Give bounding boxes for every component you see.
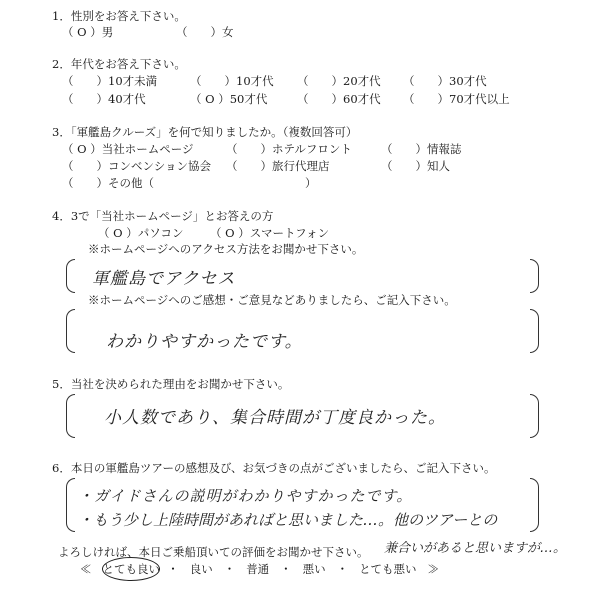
q6-title: 6．本日の軍艦島ツアーの感想及び、お気づきの点がございましたら、ご記入下さい。	[52, 461, 496, 475]
q2-opt[interactable]: （ ）10才未満	[62, 74, 158, 88]
q5-answer[interactable]: 小人数であり、集合時間が丁度良かった。	[104, 408, 446, 428]
q2-opt[interactable]: （ ）10才代	[190, 74, 274, 88]
q3-opt[interactable]: （ ）情報誌	[381, 142, 462, 156]
q2-opt[interactable]: （ ）30才代	[403, 74, 487, 88]
q3-opt[interactable]: （ ）ホテルフロント	[226, 142, 352, 156]
q4-answer-access[interactable]: 軍艦島でアクセス	[92, 269, 236, 289]
q4-note-access: ※ホームページへのアクセス方法をお聞かせ下さい。	[88, 242, 364, 256]
q2-opt[interactable]: （ ）70才代以上	[403, 92, 510, 106]
rating-prompt: よろしければ、本日ご乗船頂いての評価をお聞かせ下さい。	[58, 545, 369, 559]
q5-title: 5．当社を決められた理由をお聞かせ下さい。	[52, 377, 290, 391]
answer-bracket-left	[66, 309, 75, 353]
answer-bracket-right	[530, 478, 539, 532]
q2-opt[interactable]: （ O ）50才代	[190, 92, 268, 106]
q6-answer-line3[interactable]: 兼合いがあると思いますが…。	[384, 541, 567, 556]
rating-open: ≪	[80, 562, 92, 576]
answer-bracket-left	[66, 478, 75, 532]
q1-title: 1．性別をお答え下さい。	[52, 9, 186, 23]
q3-opt[interactable]: （ ）その他（	[62, 176, 154, 190]
q3-opt[interactable]: （ ）コンベンション協会	[62, 159, 211, 173]
answer-bracket-left	[66, 394, 75, 438]
q2-opt[interactable]: （ ）20才代	[297, 74, 381, 88]
rating-close: ≫	[427, 562, 440, 576]
q2-opt[interactable]: （ ）60才代	[297, 92, 381, 106]
q4-title: 4．3で「当社ホームページ」とお答えの方	[52, 209, 274, 223]
answer-bracket-left	[66, 259, 75, 293]
answer-bracket-right	[530, 259, 539, 293]
q6-answer-line1[interactable]: ・ガイドさんの説明がわかりやすかったです。	[78, 487, 413, 505]
q3-title: 3．「軍艦島クルーズ」を何で知りましたか。（複数回答可）	[52, 125, 358, 139]
q1-opt-male[interactable]: （ O ）男	[62, 25, 114, 39]
rating-sep: ・	[223, 562, 236, 576]
rating-opt-bad[interactable]: 悪い	[302, 562, 326, 576]
q2-title: 2．年代をお答え下さい。	[52, 57, 186, 71]
rating-opt-good[interactable]: 良い	[189, 562, 213, 576]
answer-bracket-right	[530, 309, 539, 353]
rating-sep: ・	[336, 562, 349, 576]
q2-opt[interactable]: （ ）40才代	[62, 92, 146, 106]
q4-note-impression: ※ホームページへのご感想・ご意見などありましたら、ご記入下さい。	[88, 293, 456, 307]
q3-other-close: ）	[305, 176, 317, 190]
rating-sep: ・	[167, 562, 179, 576]
rating-opt-very-bad[interactable]: とても悪い	[359, 562, 417, 576]
q1-opt-female[interactable]: （ ）女	[176, 25, 234, 39]
q4-answer-impression[interactable]: わかりやすかったです。	[106, 332, 303, 352]
selected-rating-circle	[102, 557, 160, 581]
rating-opt-average[interactable]: 普通	[246, 562, 270, 576]
q6-answer-line2[interactable]: ・もう少し上陸時間があればと思いました…。他のツアーとの	[78, 511, 498, 529]
q3-opt[interactable]: （ O ）当社ホームページ	[62, 142, 194, 156]
rating-sep: ・	[280, 562, 292, 576]
rating-opt-very-good[interactable]: とても良い	[102, 562, 160, 576]
q4-opt-smartphone[interactable]: （ O ）スマートフォン	[210, 226, 330, 240]
answer-bracket-right	[530, 394, 539, 438]
q3-opt[interactable]: （ ）旅行代理店	[226, 159, 330, 173]
q3-opt[interactable]: （ ）知人	[381, 159, 450, 173]
q4-opt-pc[interactable]: （ O ）パソコン	[98, 226, 184, 240]
